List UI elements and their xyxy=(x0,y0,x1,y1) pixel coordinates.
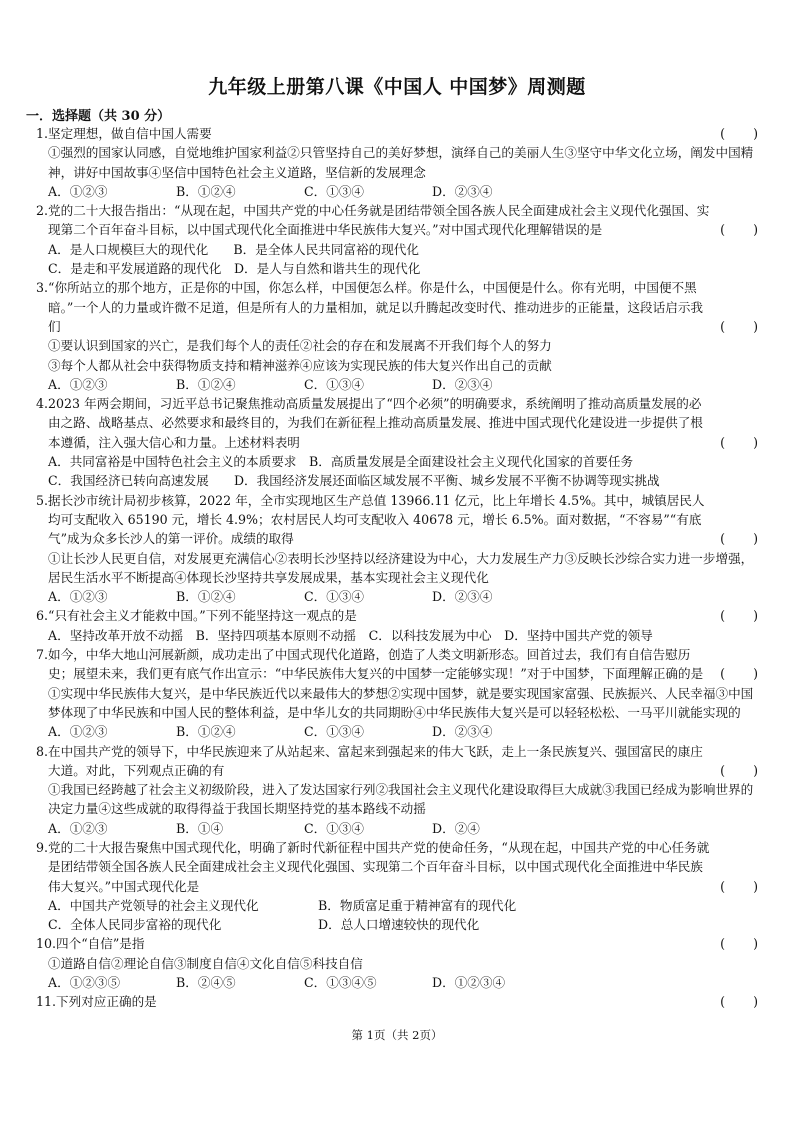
answer-option[interactable]: C．①③④ xyxy=(304,589,365,605)
answer-option[interactable]: A．中国共产党领导的社会主义现代化 xyxy=(48,897,259,913)
question-stem: 5.据长沙市统计局初步核算，2022 年，全市实现地区生产总值 13966.11 亿元，比上年增长 4.5%。其中，城镇居民人均可支配收入 65190 元，增长 4.9%；农村居民人均可支配收入 40678 元，增长 6.5%。面对数据，“不容易”“有底气”成为众多长沙人的第一评价。成绩的取得 xyxy=(36,492,705,547)
answer-option[interactable]: C．①③④⑤ xyxy=(304,975,377,991)
answer-option[interactable]: A．①②③ xyxy=(48,376,108,392)
answer-option[interactable]: D．①②③④ xyxy=(432,975,506,991)
answer-blank[interactable]: ( ) xyxy=(720,318,758,334)
question-stem-line xyxy=(36,394,758,452)
question-9 xyxy=(36,838,758,934)
question-stem: 4.2023 年两会期间，习近平总书记聚焦推动高质量发展提出了“四个必须”的明确要求，系统阐明了推动高质量发展的必由之路、战略基点、必然要求和最终目的，为我们在新征程上推动高质量发展、推进中国式现代化建设进一步提供了根本遵循，注入强大信心和力量。上述材料表明 xyxy=(36,396,703,450)
statement-list: ①要认识到国家的兴亡，是我们每个人的责任②社会的存在和发展离不开我们每个人的努力 xyxy=(48,338,552,354)
question-6 xyxy=(36,606,758,645)
options-row xyxy=(36,896,758,915)
answer-option[interactable]: A．共同富裕是中国特色社会主义的本质要求 B．高质量发展是全面建设社会主义现代化国家的首要任务 xyxy=(48,454,634,470)
question-11 xyxy=(36,992,758,1011)
options-row xyxy=(36,587,758,606)
question-stem: 2.党的二十大报告指出：“从现在起，中国共产党的中心任务就是团结带领全国各族人民全面建成社会主义现代化强国、实现第二个百年奋斗目标，以中国式现代化全面推进中华民族伟大复兴。”对中国式现代化理解错误的是 xyxy=(36,203,710,238)
answer-option[interactable]: B．②④⑤ xyxy=(176,975,236,991)
statement-list: ③每个人都从社会中获得物质支持和精神滋养④应该为实现民族的伟大复兴作出自己的贡献 xyxy=(48,357,552,373)
answer-blank[interactable]: ( ) xyxy=(720,666,758,682)
question-7 xyxy=(36,645,758,741)
answer-option[interactable]: C．①③④ xyxy=(304,183,365,199)
answer-blank[interactable]: ( ) xyxy=(720,434,758,450)
page-footer: 第 1页（共 2页） xyxy=(351,1028,443,1042)
question-5 xyxy=(36,491,758,607)
question-2 xyxy=(36,201,758,278)
answer-option[interactable]: A．①②③⑤ xyxy=(48,975,121,991)
answer-option[interactable]: C．是走和平发展道路的现代化 D．是人与自然和谐共生的现代化 xyxy=(48,261,421,277)
answer-option[interactable]: D．总人口增速较快的现代化 xyxy=(318,917,480,933)
answer-option[interactable]: B．物质富足重于精神富有的现代化 xyxy=(318,897,517,913)
answer-blank[interactable]: ( ) xyxy=(720,222,758,238)
question-stem: 10.四个“自信”是指 xyxy=(36,936,145,952)
options-row xyxy=(36,722,758,741)
answer-option[interactable]: A．①②③ xyxy=(48,820,108,836)
options-row xyxy=(36,182,758,201)
options-row xyxy=(36,375,758,394)
answer-option[interactable]: D．②③④ xyxy=(432,183,493,199)
question-list xyxy=(36,124,758,1012)
question-stem: 9.党的二十大报告聚焦中国式现代化，明确了新时代新征程中国共产党的使命任务，“从现在起，中国共产党的中心任务就是团结带领全国各族人民全面建成社会主义现代化强国、实现第二个百年奋斗目标，以中国式现代化全面推进中华民族伟大复兴。”中国式现代化是 xyxy=(36,839,710,894)
answer-blank[interactable]: ( ) xyxy=(720,531,758,547)
question-stem-line xyxy=(36,278,758,336)
answer-option[interactable]: D．②③④ xyxy=(432,376,493,392)
answer-option[interactable]: B．①②④ xyxy=(176,376,236,392)
answer-option[interactable]: C．我国经济已转向高速发展 D．我国经济发展还面临区域发展不平衡、城乡发展不平衡不协调等现实挑战 xyxy=(48,473,660,489)
question-3 xyxy=(36,278,758,394)
question-stem-line xyxy=(36,124,758,143)
question-stem: 11.下列对应正确的是 xyxy=(36,994,157,1010)
answer-option[interactable]: A．是人口规模巨大的现代化 B．是全体人民共同富裕的现代化 xyxy=(48,241,419,257)
answer-option[interactable]: B．①④ xyxy=(176,820,224,836)
answer-option[interactable]: B．①②④ xyxy=(176,589,236,605)
question-stem: 3.“你所站立的那个地方，正是你的中国，你怎么样，中国便怎么样。你是什么，中国便是什么。你有光明，中国便不黑暗。”一个人的力量或许微不足道，但是所有人的力量相加，就足以升腾起改变时代、推动进步的正能量，这段话启示我们 xyxy=(36,280,704,334)
question-stem-line xyxy=(36,606,758,625)
question-stem: 8.在中国共产党的领导下，中华民族迎来了从站起来、富起来到强起来的伟大飞跃，走上一条民族复兴、强国富民的康庄大道。对此，下列观点正确的有 xyxy=(36,743,703,778)
answer-option[interactable]: C．全体人民同步富裕的现代化 xyxy=(48,917,222,933)
options-row xyxy=(36,973,758,992)
question-stem-line xyxy=(36,201,758,240)
section-heading: 一．选择题（共 30 分） xyxy=(26,109,171,124)
statement-list: ①道路自信②理论自信③制度自信④文化自信⑤科技自信 xyxy=(48,955,363,971)
page-title: 九年级上册第八课《中国人 中国梦》周测题 xyxy=(208,76,586,98)
question-10 xyxy=(36,934,758,992)
question-stem-line xyxy=(36,992,758,1011)
question-stem-line xyxy=(36,645,758,684)
answer-blank[interactable]: ( ) xyxy=(720,994,758,1010)
question-stem: 1.坚定理想，做自信中国人需要 xyxy=(36,126,212,141)
answer-blank[interactable]: ( ) xyxy=(720,936,758,952)
answer-option[interactable]: A．坚持改革开放不动摇 B．坚持四项基本原则不动摇 C．以科技发展为中心 D．坚持中国共产党的领导 xyxy=(48,627,653,643)
question-stem-line xyxy=(36,742,758,781)
answer-option[interactable]: A．①②③ xyxy=(48,183,108,199)
question-stem-line xyxy=(36,934,758,953)
question-4 xyxy=(36,394,758,490)
answer-option[interactable]: C．①③④ xyxy=(304,376,365,392)
question-stem: 6.“只有社会主义才能救中国。”下列不能坚持这一观点的是 xyxy=(36,608,357,624)
answer-blank[interactable]: ( ) xyxy=(720,878,758,894)
question-stem-line xyxy=(36,838,758,896)
answer-option[interactable]: C．①③④ xyxy=(304,820,365,836)
answer-blank[interactable]: ( ) xyxy=(720,762,758,778)
statement-list: ①实现中华民族伟大复兴，是中华民族近代以来最伟大的梦想②实现中国梦，就是要实现国家富强、民族振兴、人民幸福③中国梦体现了中华民族和中国人民的整体利益，是中华儿女的共同期盼④中华民族伟大复兴是可以轻轻松松、一马平川就能实现的 xyxy=(48,685,754,720)
answer-option[interactable]: B．①②④ xyxy=(176,183,236,199)
answer-blank[interactable]: ( ) xyxy=(720,126,758,141)
statement-list: ①强烈的国家认同感，自觉地维护国家利益②只管坚持自己的美好梦想，演绎自己的美丽人生③坚守中华文化立场，阐发中国精神，讲好中国故事④坚信中国特色社会主义道路，坚信新的发展理念 xyxy=(48,145,754,180)
answer-option[interactable]: A．①②③ xyxy=(48,724,108,740)
question-stem: 7.如今，中华大地山河展新颜，成功走出了中国式现代化道路，创造了人类文明新形态。回首过去，我们有自信告慰历史；展望未来，我们更有底气作出宣示：“中华民族伟大复兴的中国梦一定能够实现！”对于中国梦，下面理解正确的是 xyxy=(36,647,704,682)
answer-option[interactable]: C．①③④ xyxy=(304,724,365,740)
statement-list: ①我国已经跨越了社会主义初级阶段，进入了发达国家行列②我国社会主义现代化建设取得巨大成就③我国已经成为影响世界的决定力量④这些成就的取得得益于我国长期坚持党的基本路线不动摇 xyxy=(48,782,754,817)
question-1 xyxy=(36,124,758,201)
answer-option[interactable]: D．②③④ xyxy=(432,589,493,605)
question-8 xyxy=(36,742,758,838)
answer-option[interactable]: A．①②③ xyxy=(48,589,108,605)
answer-blank[interactable]: ( ) xyxy=(720,608,758,624)
answer-option[interactable]: D．②③④ xyxy=(432,724,493,740)
options-row xyxy=(36,819,758,838)
statement-list: ①让长沙人民更自信，对发展更充满信心②表明长沙坚持以经济建设为中心，大力发展生产力③反映长沙综合实力进一步增强，居民生活水平不断提高④体现长沙坚持共享发展成果，基本实现社会主义现代化 xyxy=(48,550,754,585)
answer-option[interactable]: D．②④ xyxy=(432,820,480,836)
question-stem-line xyxy=(36,491,758,549)
answer-option[interactable]: B．①②④ xyxy=(176,724,236,740)
options-row xyxy=(36,915,758,934)
